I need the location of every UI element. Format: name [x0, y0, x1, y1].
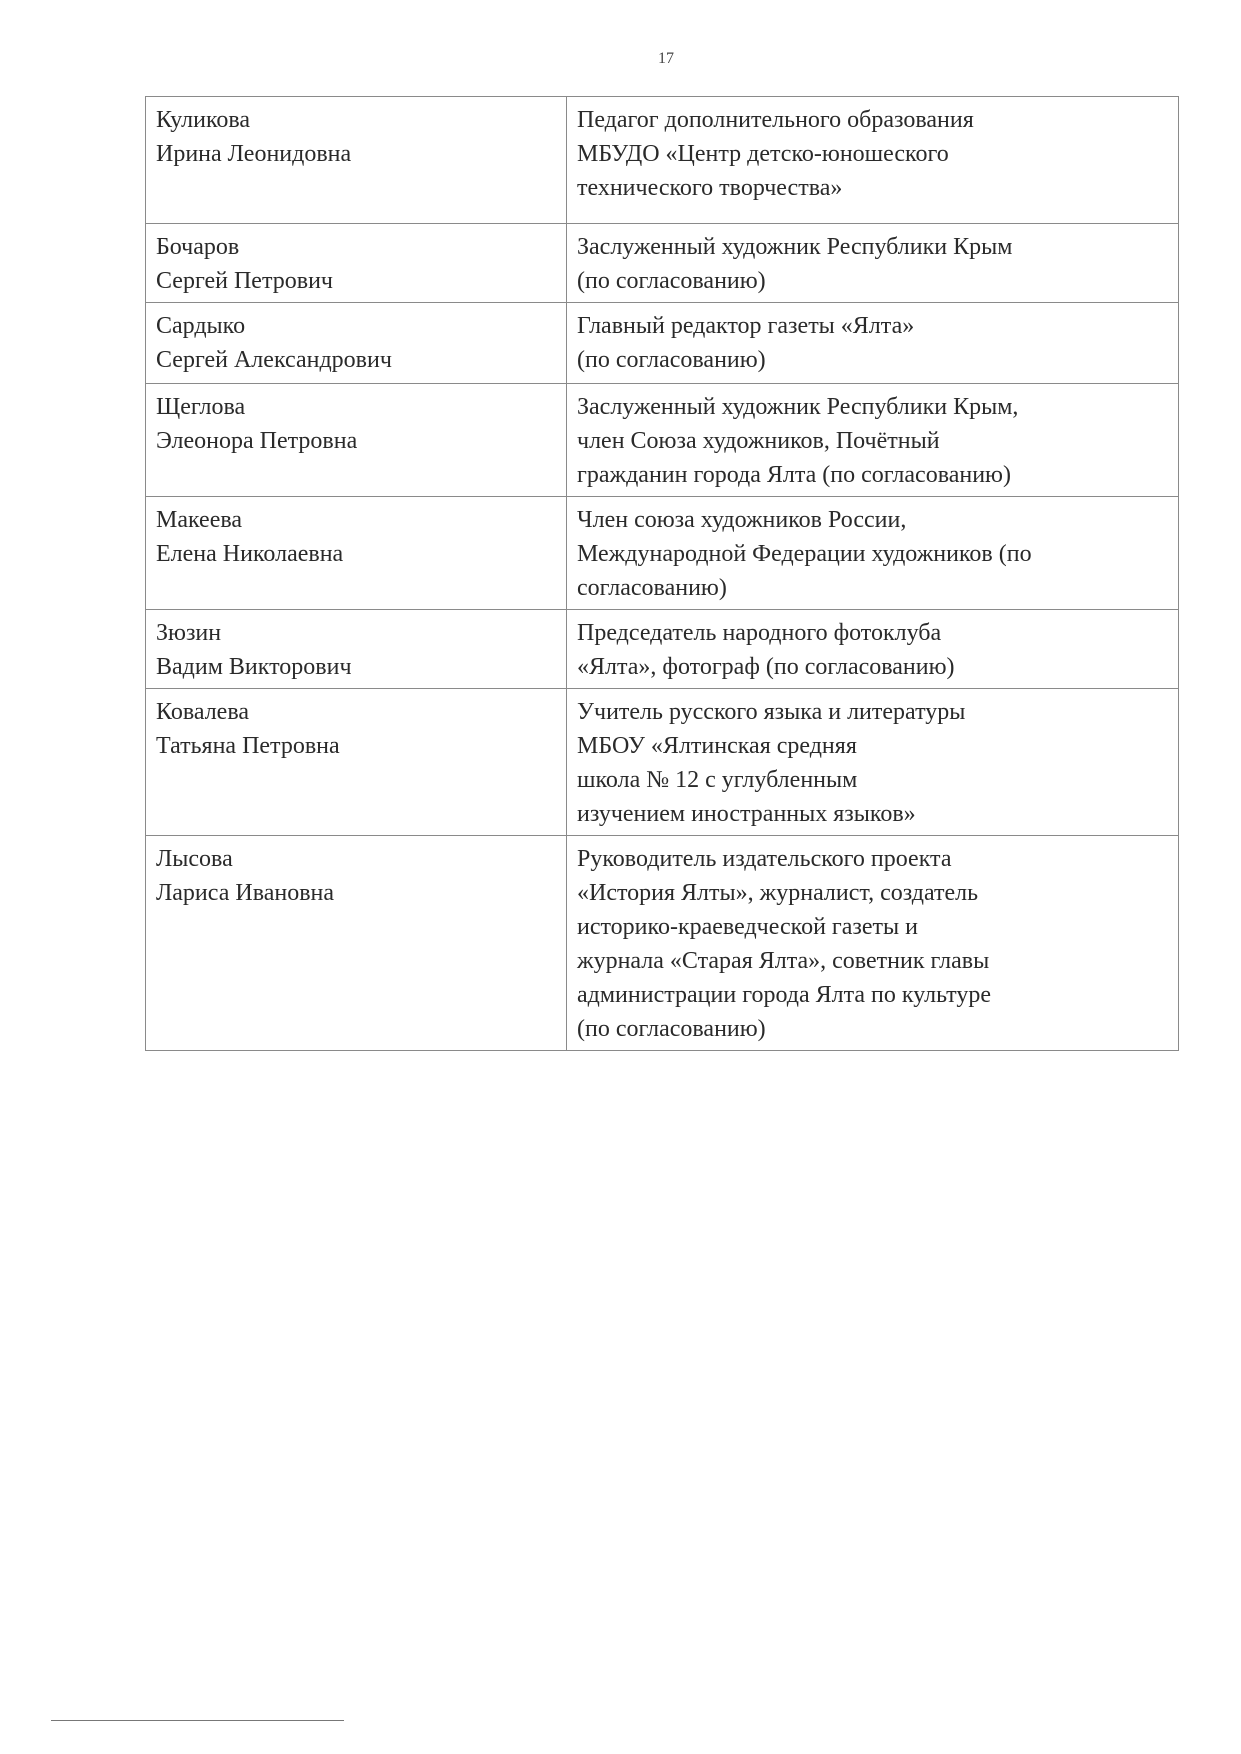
- member-name-cell: [146, 610, 567, 689]
- member-position-line: (по согласованию): [577, 347, 766, 373]
- member-name-line: Зюзин: [156, 620, 222, 646]
- member-position-line: Руководитель издательского проекта: [577, 846, 952, 872]
- members-table: [145, 96, 1179, 1051]
- member-position-line: Заслуженный художник Республики Крым: [577, 234, 1013, 260]
- member-name-line: Сардыко: [156, 313, 246, 339]
- member-position-line: историко-краеведческой газеты и: [577, 914, 918, 940]
- member-name-line: Вадим Викторович: [156, 654, 352, 680]
- member-position-line: «Ялта», фотограф (по согласованию): [577, 654, 955, 680]
- member-position-cell: [567, 303, 1179, 384]
- member-position-line: Педагог дополнительного образования: [577, 107, 974, 133]
- page-number: 17: [658, 50, 674, 67]
- member-position-line: согласованию): [577, 575, 727, 601]
- member-name-line: Щеглова: [156, 394, 246, 420]
- member-position-line: МБОУ «Ялтинская средняя: [577, 733, 857, 759]
- member-name-line: Макеева: [156, 507, 243, 533]
- member-position-line: гражданин города Ялта (по согласованию): [577, 462, 1011, 488]
- table-row: [146, 384, 1179, 497]
- member-position-cell: [567, 689, 1179, 836]
- member-position-cell: [567, 384, 1179, 497]
- member-name-line: Елена Николаевна: [156, 541, 344, 567]
- member-name-line: Ирина Леонидовна: [156, 141, 352, 167]
- member-position-cell: [567, 224, 1179, 303]
- member-name-line: Куликова: [156, 107, 251, 133]
- member-position-line: член Союза художников, Почётный: [577, 428, 940, 454]
- member-position-cell: [567, 97, 1179, 224]
- member-name-line: Бочаров: [156, 234, 240, 260]
- member-position-line: Член союза художников России,: [577, 507, 907, 533]
- member-name-line: Сергей Петрович: [156, 268, 333, 294]
- member-name-line: Элеонора Петровна: [156, 428, 358, 454]
- table-row: [146, 97, 1179, 224]
- member-position-line: школа № 12 с углубленным: [577, 767, 858, 793]
- member-position-line: Учитель русского языка и литературы: [577, 699, 966, 725]
- member-name-cell: [146, 836, 567, 1051]
- member-position-line: Заслуженный художник Республики Крым,: [577, 394, 1019, 420]
- member-position-cell: [567, 836, 1179, 1051]
- member-name-cell: [146, 497, 567, 610]
- member-name-line: Лысова: [156, 846, 233, 872]
- member-position-cell: [567, 610, 1179, 689]
- member-position-line: Международной Федерации художников (по: [577, 541, 1032, 567]
- member-name-line: Татьяна Петровна: [156, 733, 340, 759]
- table-row: [146, 610, 1179, 689]
- member-position-line: «История Ялты», журналист, создатель: [577, 880, 979, 906]
- member-position-line: журнала «Старая Ялта», советник главы: [577, 948, 990, 974]
- footnote-separator: [51, 1720, 344, 1721]
- member-position-line: МБУДО «Центр детско-юношеского: [577, 141, 949, 167]
- member-name-cell: [146, 689, 567, 836]
- table-row: [146, 689, 1179, 836]
- member-name-cell: [146, 303, 567, 384]
- member-name-cell: [146, 384, 567, 497]
- member-position-line: (по согласованию): [577, 1016, 766, 1042]
- member-name-cell: [146, 224, 567, 303]
- member-position-line: изучением иностранных языков»: [577, 801, 916, 827]
- member-position-line: Главный редактор газеты «Ялта»: [577, 313, 915, 339]
- member-position-line: технического творчества»: [577, 175, 843, 201]
- member-position-line: Председатель народного фотоклуба: [577, 620, 942, 646]
- table-row: [146, 303, 1179, 384]
- member-position-line: (по согласованию): [577, 268, 766, 294]
- member-name-line: Лариса Ивановна: [156, 880, 335, 906]
- table-row: [146, 497, 1179, 610]
- table-row: [146, 224, 1179, 303]
- member-name-cell: [146, 97, 567, 224]
- member-position-line: администрации города Ялта по культуре: [577, 982, 991, 1008]
- table-row: [146, 836, 1179, 1051]
- member-name-line: Сергей Александрович: [156, 347, 392, 373]
- member-position-cell: [567, 497, 1179, 610]
- member-name-line: Ковалева: [156, 699, 249, 725]
